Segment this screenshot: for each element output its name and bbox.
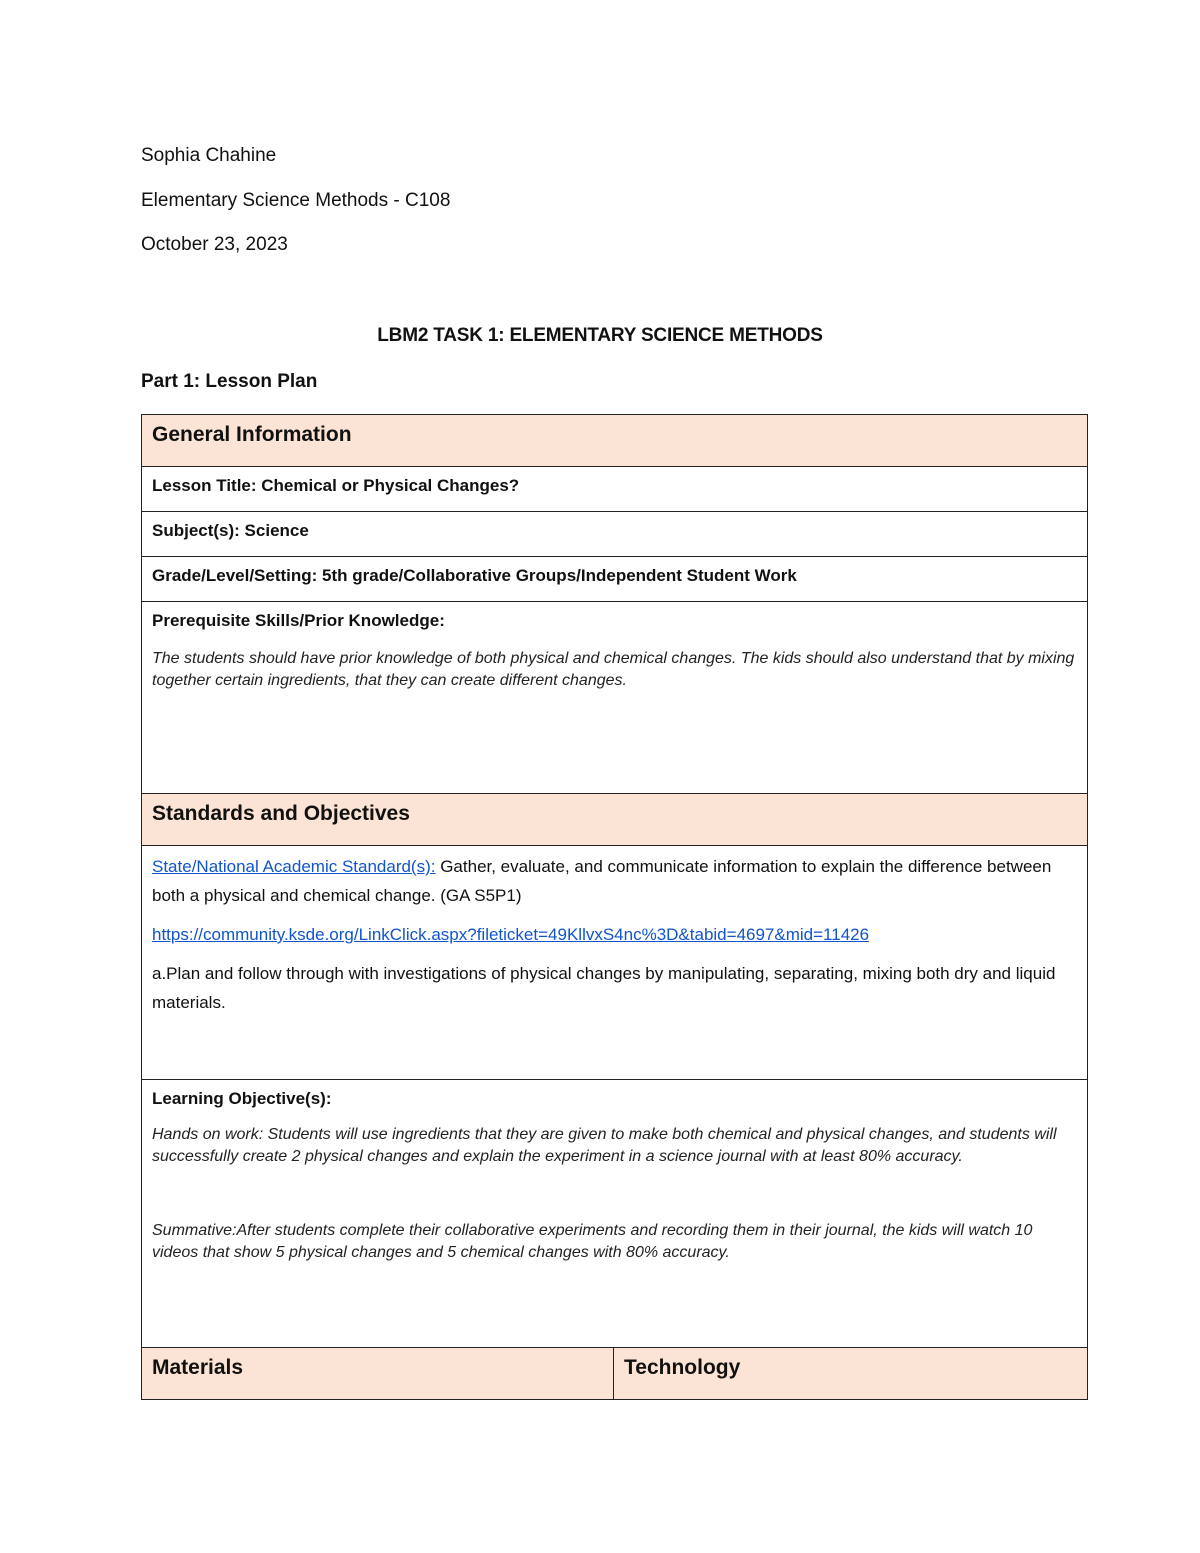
prerequisite-label: Prerequisite Skills/Prior Knowledge: <box>152 611 445 630</box>
objective-summative: Summative:After students complete their collaborative experiments and recording them in their journal, the kids will watch 10 videos that show 5 physical changes and 5 chemical changes with 80% accuracy. <box>152 1222 1033 1261</box>
lesson-title-row: Lesson Title: Chemical or Physical Changes? <box>142 467 1088 512</box>
document-title: LBM2 TASK 1: ELEMENTARY SCIENCE METHODS <box>377 325 823 346</box>
standard-text: Gather, evaluate, and communicate information to explain the difference between both a physical and chemical change. (GA S5P1) <box>152 857 1052 905</box>
standard-url-paragraph <box>152 920 1077 949</box>
course-name: Elementary Science Methods - C108 <box>141 190 451 211</box>
subjects-row: Subject(s): Science <box>142 512 1088 557</box>
lesson-plan-table <box>141 414 1088 1400</box>
prerequisite-text: The students should have prior knowledge of both physical and chemical changes. The kids should also understand that by mixing together certain ingredients, that they can create different changes. <box>152 650 1075 689</box>
technology-heading: Technology <box>614 1348 1088 1400</box>
document-date: October 23, 2023 <box>141 234 288 255</box>
standards-objectives-heading: Standards and Objectives <box>142 794 1088 846</box>
standard-link[interactable]: State/National Academic Standard(s): <box>152 857 436 876</box>
standard-item-a: a.Plan and follow through with investigations of physical changes by manipulating, separating, mixing both dry and liquid materials. <box>152 964 1056 1012</box>
objective-hands-on: Hands on work: Students will use ingredients that they are given to make both chemical and physical changes, and students will successfully create 2 physical changes and explain the experiment in a science journal with at least 80% accuracy. <box>152 1126 1057 1165</box>
standard-paragraph <box>152 852 1077 910</box>
prerequisite-cell <box>142 602 1088 794</box>
author-name: Sophia Chahine <box>141 145 277 166</box>
standard-url-link[interactable]: https://community.ksde.org/LinkClick.aspx?fileticket=49KllvxS4nc%3D&tabid=4697&mid=11426 <box>152 925 870 944</box>
learning-objectives-label: Learning Objective(s): <box>152 1089 332 1108</box>
grade-level-setting-row: Grade/Level/Setting: 5th grade/Collaborative Groups/Independent Student Work <box>142 557 1088 602</box>
part-heading: Part 1: Lesson Plan <box>141 371 318 392</box>
learning-objectives-cell <box>142 1080 1088 1348</box>
general-information-heading: General Information <box>142 415 1088 467</box>
standards-cell <box>142 846 1088 1080</box>
materials-heading: Materials <box>142 1348 614 1400</box>
